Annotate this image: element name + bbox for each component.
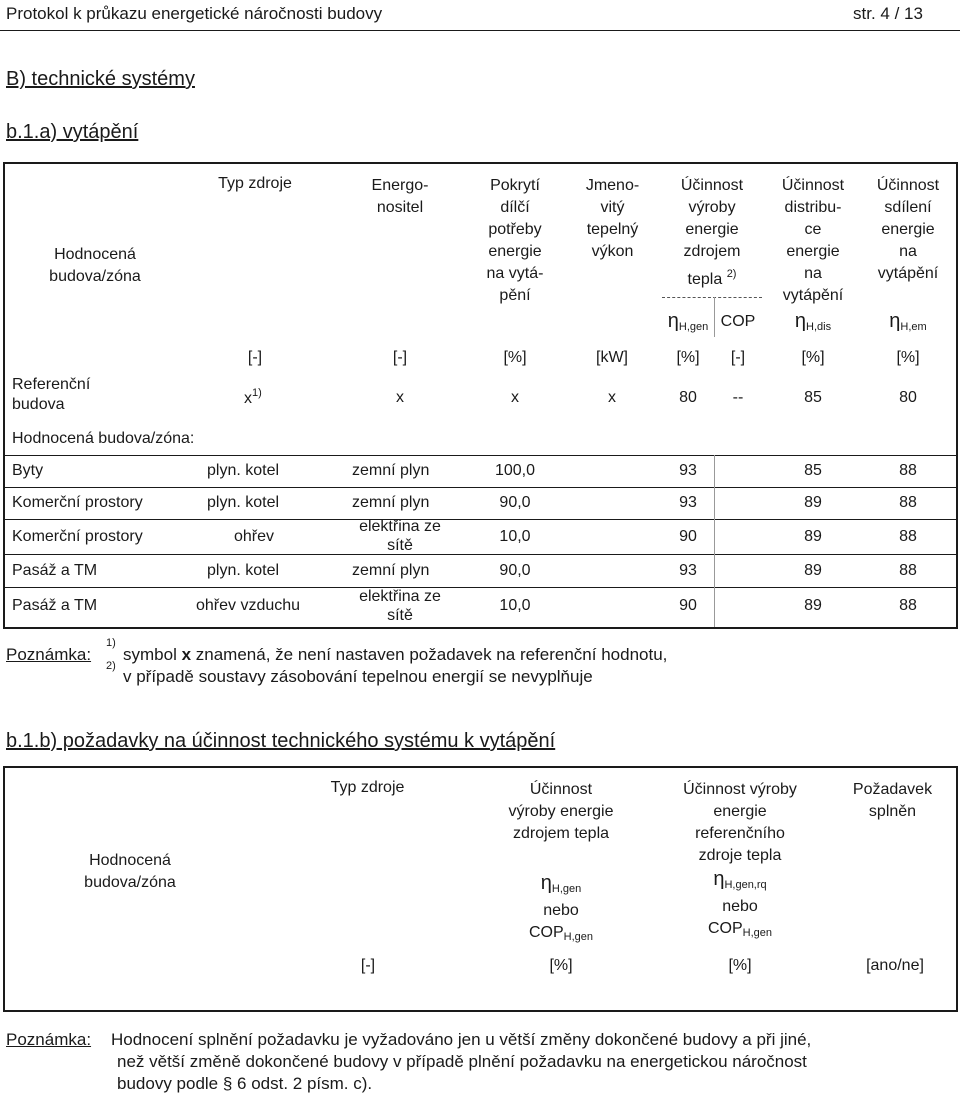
subsection-title-requirements: b.1.b) požadavky na účinnost technického systému k vytápění (6, 730, 556, 752)
note-1-text: symbol x znamená, že není nastaven požadavek na referenční hodnotu, (123, 645, 668, 664)
note-2-marker: 2) (106, 660, 116, 672)
section-title: B) technické systémy (6, 68, 195, 90)
footnote-line-3: budovy podle § 6 odst. 2 písm. c). (117, 1074, 373, 1093)
note-label: Poznámka: (6, 645, 92, 664)
page-number: str. 4 / 13 (853, 4, 923, 23)
subsection-title-heating: b.1.a) vytápění (6, 121, 139, 143)
col-source-header: Typ zdroje (218, 175, 292, 192)
document-title: Protokol k průkazu energetické náročnosti budovy (6, 4, 383, 23)
evaluated-zone-label: Hodnocená budova/zóna: (12, 430, 195, 447)
col-power-header: Jmeno- vitý tepelný výkon (585, 177, 640, 260)
col-em-efficiency-header: Účinnost sdílení energie na vytápění (876, 177, 940, 282)
req-col-ok-header: Požadavek splněn (852, 781, 933, 820)
col-carrier-header: Energo- nositel (371, 177, 429, 216)
note-2-text: v případě soustavy zásobování tepelnou energií se nevyplňuje (123, 667, 593, 686)
footnote-line-1: Hodnocení splnění požadavku je vyžadováno jen u větší změny dokončené budovy a při jiné, (111, 1030, 812, 1049)
footnote-label: Poznámka: (6, 1030, 92, 1049)
note-1-marker: 1) (106, 637, 116, 649)
eta-h-dis-symbol: $\eta_{H,dis}$ (794, 310, 832, 333)
req-col-zone-header: Hodnocená budova/zóna (84, 852, 176, 891)
col-dis-efficiency-header: Účinnost distribu- ce energie na vytápění (781, 177, 845, 304)
req-col-ref-symbols: $\eta_{H,gen,rq}$ nebo $COP_{H,gen}$ (707, 868, 773, 939)
footnote-line-2: než větší změně dokončené budovy v případě plnění požadavku na energetickou náročnost (117, 1052, 807, 1071)
eta-h-gen-symbol: $\eta_{H,gen}$ (667, 310, 709, 333)
col-zone-header: Hodnocená budova/zóna (49, 246, 141, 285)
req-col-source-header: Typ zdroje (330, 779, 405, 796)
header-rule (0, 30, 960, 31)
cop-symbol: COP (720, 313, 756, 330)
eta-h-em-symbol: $\eta_{H,em}$ (889, 310, 927, 333)
reference-building-label: Referenční budova (12, 376, 91, 413)
req-col-gen-symbols: $\eta_{H,gen}$ nebo $COP_{H,gen}$ (528, 872, 594, 943)
col-gen-efficiency-header: Účinnost výroby energie zdrojem tepla $^{2)}$ (680, 177, 744, 288)
col-coverage-header: Pokrytí dílčí potřeby energie na vytá- pění (486, 177, 544, 304)
req-col-gen-header: Účinnost výroby energie zdrojem tepla (508, 781, 614, 842)
req-col-ref-header: Účinnost výroby energie referenčního zdroje tepla (683, 781, 797, 864)
